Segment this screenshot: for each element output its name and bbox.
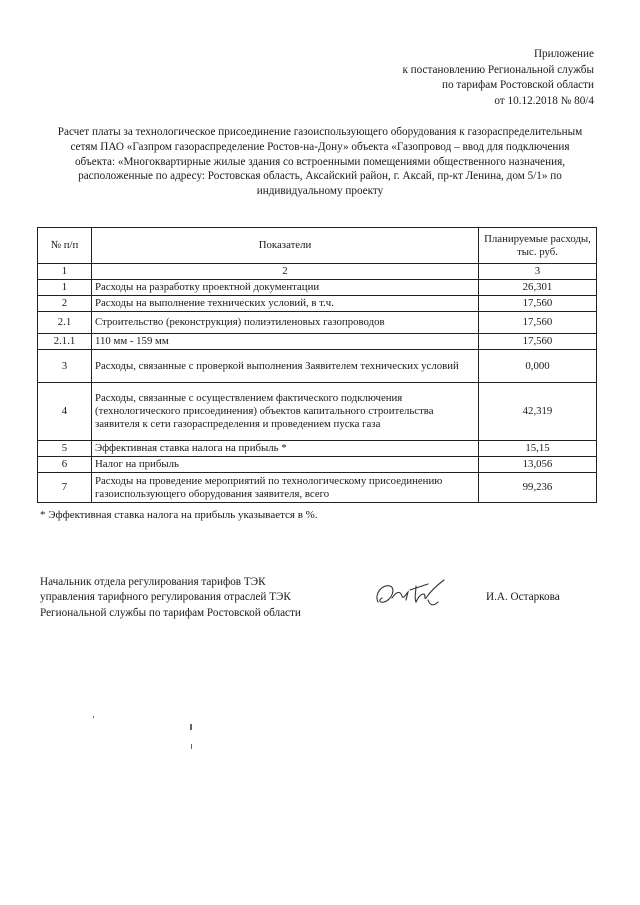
table-row — [38, 280, 597, 296]
row-number: 2 — [38, 296, 92, 312]
row-indicator: 110 мм - 159 мм — [92, 334, 479, 350]
row-value: 99,236 — [479, 473, 597, 503]
column-number-cell: 1 — [38, 264, 92, 280]
column-number-cell: 2 — [92, 264, 479, 280]
row-indicator: Расходы на проведение мероприятий по технологическому присоединению газоиспользующего оборудования заявителя, всего — [92, 473, 479, 503]
appendix-line: по тарифам Ростовской области — [442, 79, 594, 92]
appendix-line: Приложение — [533, 48, 594, 60]
row-value: 17,560 — [479, 334, 597, 350]
row-value: 42,319 — [479, 383, 597, 441]
row-value: 0,000 — [479, 350, 597, 383]
signatory-position — [40, 575, 301, 621]
header-cell-indicator: Показатели — [92, 228, 479, 264]
row-indicator: Расходы на разработку проектной документации — [92, 280, 479, 296]
header-cell-cost: Планируемые расходы, тыс. руб. — [479, 228, 597, 264]
row-indicator: Строительство (реконструкция) полиэтиленовых газопроводов — [92, 312, 479, 334]
appendix-line: к постановлению Региональной службы — [402, 63, 594, 76]
row-number: 2.1 — [38, 312, 92, 334]
table-row — [38, 383, 597, 441]
table-header-row — [38, 228, 597, 264]
table-row — [38, 350, 597, 383]
row-indicator: Расходы, связанные с проверкой выполнения Заявителем технических условий — [92, 350, 479, 383]
appendix-header — [402, 47, 594, 109]
handwritten-signature — [372, 576, 452, 612]
row-number: 3 — [38, 350, 92, 383]
signatory-line: управления тарифного регулирования отраслей ТЭК — [40, 591, 291, 604]
header-cell-number: № п/п — [38, 228, 92, 264]
row-number: 7 — [38, 473, 92, 503]
title-line: индивидуальному проекту — [256, 185, 384, 198]
title-line: расположенные по адресу: Ростовская область, Аксайский район, г. Аксай, пр-кт Ленина, дом 5/1» по — [78, 170, 562, 183]
title-line: Расчет платы за технологическое присоединение газоиспользующего оборудования к газораспределительным — [57, 126, 583, 138]
row-number: 2.1.1 — [38, 334, 92, 350]
row-number: 1 — [38, 280, 92, 296]
row-value: 17,560 — [479, 296, 597, 312]
row-indicator: Расходы на выполнение технических условий, в т.ч. — [92, 296, 479, 312]
signer-name: И.А. Остаркова — [486, 591, 560, 603]
table-row — [38, 312, 597, 334]
cost-table — [37, 227, 597, 503]
row-number: 4 — [38, 383, 92, 441]
scan-speck — [191, 744, 192, 749]
column-number-cell: 3 — [479, 264, 597, 280]
table-row — [38, 457, 597, 473]
title-line: объекта: «Многоквартирные жилые здания со встроенными помещениями общественного назначения, — [74, 155, 566, 168]
row-value: 13,056 — [479, 457, 597, 473]
row-number: 5 — [38, 441, 92, 457]
appendix-line: от 10.12.2018 № 80/4 — [494, 94, 594, 107]
row-value: 15,15 — [479, 441, 597, 457]
row-value: 26,301 — [479, 280, 597, 296]
row-indicator: Налог на прибыль — [92, 457, 479, 473]
table-row — [38, 473, 597, 503]
table-column-number-row — [38, 264, 597, 280]
title-line: сетям ПАО «Газпром газораспределение Ростов-на-Дону» объекта «Газопровод – ввод для подключения — [70, 140, 570, 153]
row-indicator: Расходы, связанные с осуществлением фактического подключения (технологического присоединения) объектов капитального строительства заявителя к сети газораспределения и проведением пуска газа — [92, 383, 479, 441]
document-title — [40, 125, 600, 199]
row-indicator: Эффективная ставка налога на прибыль * — [92, 441, 479, 457]
scan-speck — [93, 716, 94, 718]
signatory-line: Региональной службы по тарифам Ростовской области — [40, 606, 301, 619]
table-row — [38, 441, 597, 457]
table-row — [38, 296, 597, 312]
scan-speck — [190, 724, 192, 730]
footnote: * Эффективная ставка налога на прибыль указывается в %. — [40, 509, 318, 521]
row-value: 17,560 — [479, 312, 597, 334]
row-number: 6 — [38, 457, 92, 473]
signatory-line: Начальник отдела регулирования тарифов ТЭК — [40, 576, 266, 588]
table-row — [38, 334, 597, 350]
